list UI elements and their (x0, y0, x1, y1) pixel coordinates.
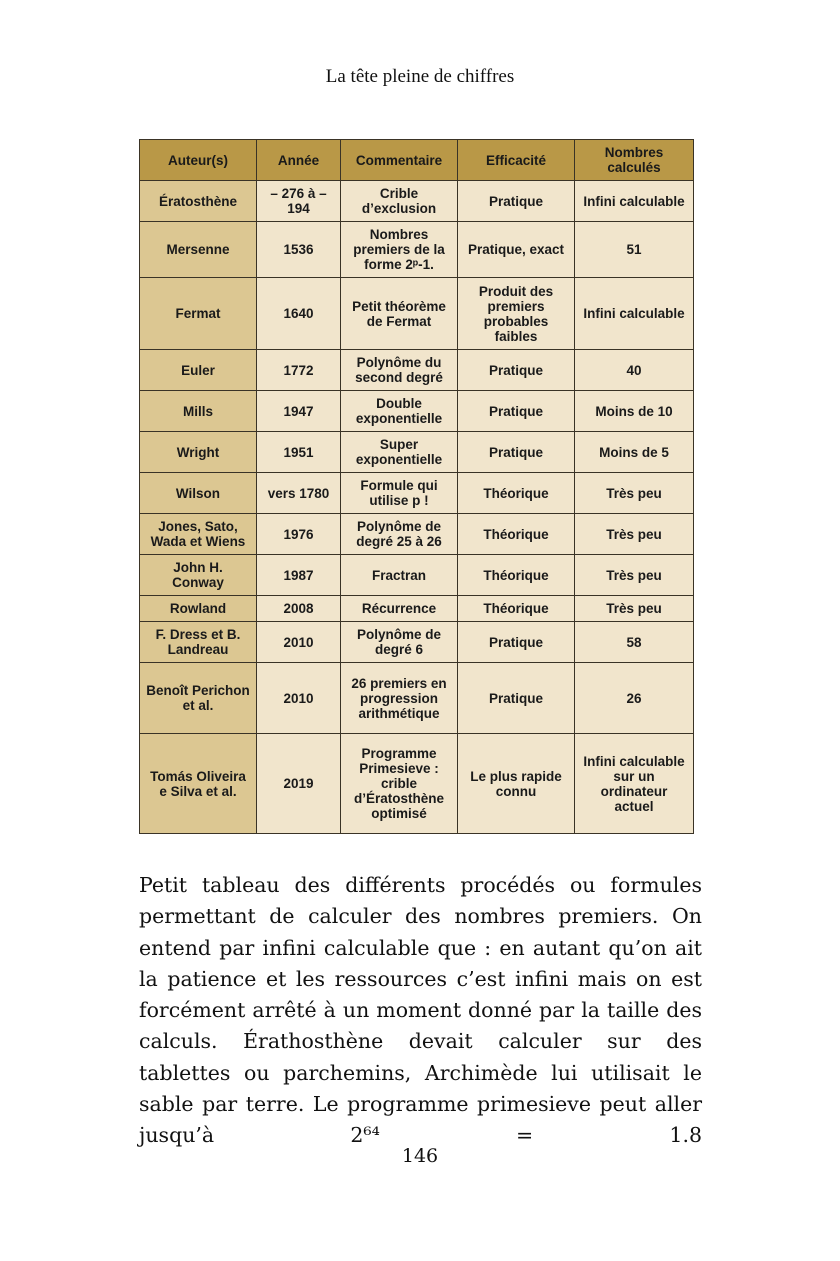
table-cell: Programme Primesieve : crible d’Ératosthène optimisé (341, 734, 458, 834)
table-cell: Théorique (458, 514, 575, 555)
table-cell: Pratique (458, 663, 575, 734)
table-cell: 1640 (257, 278, 341, 350)
table-cell: Théorique (458, 473, 575, 514)
table-cell: Infini calculable (575, 278, 694, 350)
table-cell: 1951 (257, 432, 341, 473)
table-cell: Tomás Oliveira e Silva et al. (140, 734, 257, 834)
table-row (140, 555, 694, 596)
table-row (140, 734, 694, 834)
primes-table (139, 139, 694, 834)
header-nombres-calcules: Nombres calculés (575, 140, 694, 181)
table-cell: Wright (140, 432, 257, 473)
table-cell: F. Dress et B. Landreau (140, 622, 257, 663)
table-cell: 2010 (257, 622, 341, 663)
table-cell: Formule qui utilise p ! (341, 473, 458, 514)
table-cell: Ératosthène (140, 181, 257, 222)
table-cell: Pratique (458, 622, 575, 663)
table-header-row (140, 140, 694, 181)
header-commentaire: Commentaire (341, 140, 458, 181)
table-cell: Le plus rapide connu (458, 734, 575, 834)
table-cell: 2008 (257, 596, 341, 622)
header-auteurs: Auteur(s) (140, 140, 257, 181)
table-cell: John H. Conway (140, 555, 257, 596)
table-cell: Rowland (140, 596, 257, 622)
table-cell: Pratique, exact (458, 222, 575, 278)
table-cell: Petit théorème de Fermat (341, 278, 458, 350)
table-row (140, 663, 694, 734)
table-cell: Produit des premiers probables faibles (458, 278, 575, 350)
table-cell: Mersenne (140, 222, 257, 278)
table-cell: Moins de 10 (575, 391, 694, 432)
table-cell: Double exponentielle (341, 391, 458, 432)
table-cell: vers 1780 (257, 473, 341, 514)
table-cell: Pratique (458, 181, 575, 222)
table-cell: Très peu (575, 596, 694, 622)
header-annee: Année (257, 140, 341, 181)
table-cell: Super exponentielle (341, 432, 458, 473)
table-cell: – 276 à – 194 (257, 181, 341, 222)
table-cell: Infini calculable (575, 181, 694, 222)
table-row (140, 278, 694, 350)
table-cell: Polynôme du second degré (341, 350, 458, 391)
table-cell: Pratique (458, 350, 575, 391)
table-row (140, 622, 694, 663)
table-cell: Très peu (575, 473, 694, 514)
table-cell: Nombres premiers de la forme 2ᵖ-1. (341, 222, 458, 278)
table-cell: 1976 (257, 514, 341, 555)
table-cell: 1536 (257, 222, 341, 278)
table-cell: Fractran (341, 555, 458, 596)
table-cell: 40 (575, 350, 694, 391)
table-cell: 2010 (257, 663, 341, 734)
header-efficacite: Efficacité (458, 140, 575, 181)
running-head: La tête pleine de chiffres (325, 66, 515, 87)
table-cell: Très peu (575, 555, 694, 596)
table-cell: 1947 (257, 391, 341, 432)
table-row (140, 391, 694, 432)
table-cell: Théorique (458, 555, 575, 596)
body-paragraph: Petit tableau des différents procédés ou formules permettant de calculer des nombres premiers. On entend par infini calculable que : en autant qu’on ait la patience et les ressources c’est infini mais on est forcément arrêté à un moment donné par la taille des calculs. Érathosthène devait calculer sur des tablettes ou parchemins, Archimède lui utilisait le sable par terre. Le programme primesieve peut aller jusqu’à 2⁶⁴ = 1.8 (139, 873, 702, 1148)
table-cell: Euler (140, 350, 257, 391)
table-row (140, 181, 694, 222)
table-cell: Fermat (140, 278, 257, 350)
table-cell: Moins de 5 (575, 432, 694, 473)
table-row (140, 432, 694, 473)
table-cell: 26 (575, 663, 694, 734)
table-cell: Benoît Perichon et al. (140, 663, 257, 734)
table-row (140, 514, 694, 555)
table-row (140, 473, 694, 514)
table-cell: 51 (575, 222, 694, 278)
table-cell: Crible d’exclusion (341, 181, 458, 222)
table-cell: Jones, Sato, Wada et Wiens (140, 514, 257, 555)
table-cell: Mills (140, 391, 257, 432)
table-cell: 26 premiers en progression arithmétique (341, 663, 458, 734)
table-cell: Très peu (575, 514, 694, 555)
table-cell: 2019 (257, 734, 341, 834)
table-cell: Wilson (140, 473, 257, 514)
table-cell: Infini calculable sur un ordinateur actuel (575, 734, 694, 834)
table-row (140, 350, 694, 391)
page-number: 146 (401, 1145, 439, 1167)
table-cell: Polynôme de degré 6 (341, 622, 458, 663)
table-cell: Pratique (458, 432, 575, 473)
table-cell: Polynôme de degré 25 à 26 (341, 514, 458, 555)
table-cell: 1987 (257, 555, 341, 596)
table-row (140, 596, 694, 622)
table-cell: 58 (575, 622, 694, 663)
table-cell: Pratique (458, 391, 575, 432)
table-cell: Théorique (458, 596, 575, 622)
table-cell: Récurrence (341, 596, 458, 622)
table-body (140, 181, 694, 834)
table-cell: 1772 (257, 350, 341, 391)
table-row (140, 222, 694, 278)
